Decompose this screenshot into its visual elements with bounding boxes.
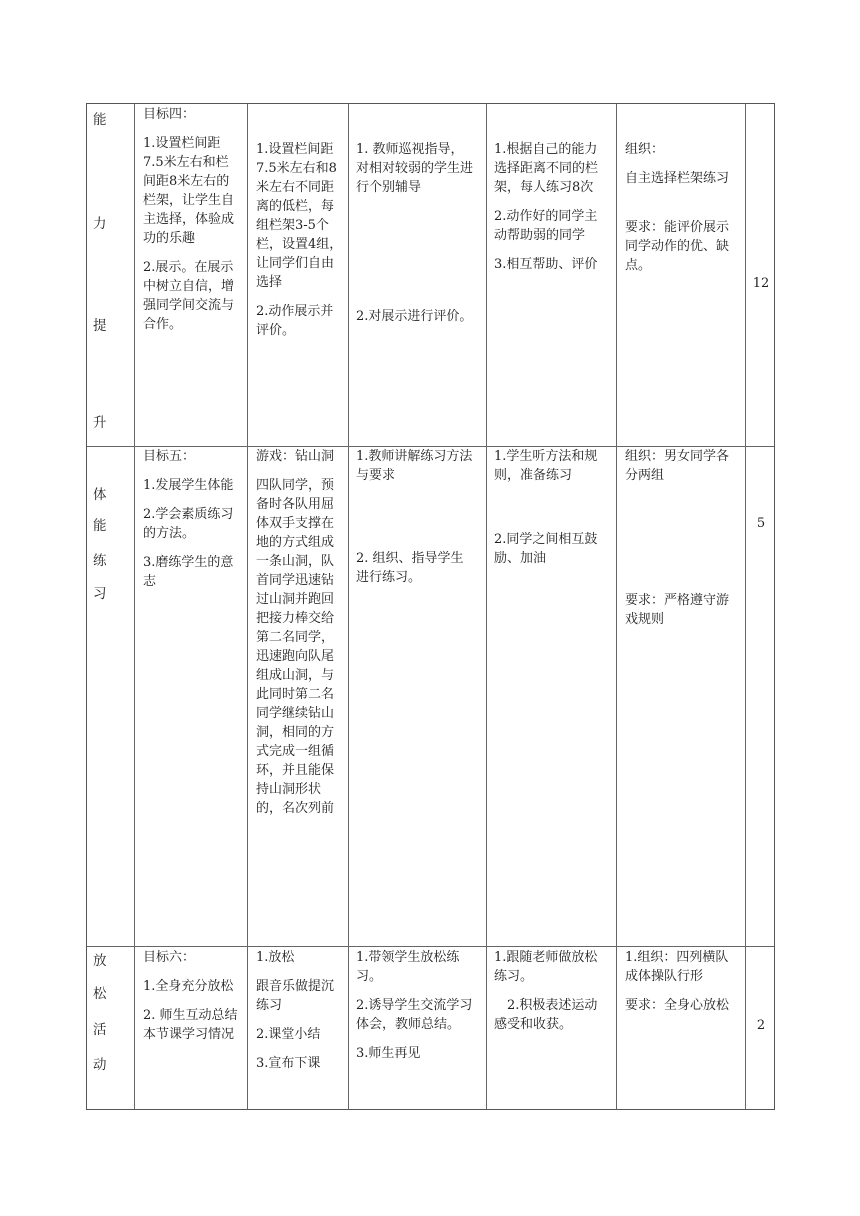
- teacher-activity-item: 2. 组织、指导学生进行练习。: [356, 551, 464, 585]
- content-item: 跟音乐做提沉练习: [256, 979, 335, 1013]
- time-minutes: 2: [756, 1018, 766, 1033]
- goal-cell: [143, 447, 241, 601]
- goal-item: 1.发展学生体能: [143, 478, 234, 493]
- organization-item: 要求：严格遵守游戏规则: [625, 593, 730, 627]
- section-label-char: 放: [93, 953, 107, 969]
- section-label-char: 能: [93, 518, 107, 534]
- student-activity-item: 1.学生听方法和规则，准备练习: [494, 449, 598, 483]
- teacher-activity-item: 1.教师讲解练习方法与要求: [356, 449, 473, 483]
- teacher-activity-item: 2.对展示进行评价。: [356, 309, 473, 324]
- student-activity-cell: [494, 140, 609, 284]
- content-item: 1.放松: [256, 950, 295, 965]
- goal-cell: [143, 105, 241, 344]
- student-activity-item: 2.同学之间相互鼓励、加油: [494, 532, 598, 566]
- column-divider: [348, 104, 349, 1109]
- lesson-plan-table: [86, 103, 775, 1110]
- section-label-char: 松: [93, 986, 107, 1002]
- organization-item: 组织：男女同学各分两组: [625, 449, 730, 483]
- teacher-activity-item: 2.诱导学生交流学习体会，教师总结。: [356, 998, 473, 1032]
- column-divider: [616, 104, 617, 1109]
- teacher-activity-cell: [356, 447, 476, 597]
- row-divider: [87, 946, 774, 947]
- organization-item: 要求：全身心放松: [625, 998, 730, 1013]
- column-divider: [247, 104, 248, 1109]
- content-item: 3.宣布下课: [256, 1056, 321, 1071]
- section-label-char: 提: [93, 318, 107, 334]
- content-item: 2.动作展示并评价。: [256, 304, 334, 338]
- section-label-char: 练: [93, 553, 107, 569]
- column-divider: [486, 104, 487, 1109]
- organization-cell: [625, 140, 737, 285]
- goal-heading: 目标六：: [143, 950, 196, 965]
- organization-item: 1.组织：四列横队成体操队行形: [625, 950, 729, 984]
- organization-item: 组织：: [625, 142, 665, 157]
- content-item: 游戏：钻山洞: [256, 449, 335, 464]
- content-item: 2.课堂小结: [256, 1027, 321, 1042]
- section-label-char: 能: [93, 112, 107, 128]
- section-label-char: 体: [93, 487, 107, 503]
- goal-item: 1.设置栏间距7.5米左右和栏间距8米左右的栏架，让学生自主选择，体验成功的乐趣: [143, 136, 235, 246]
- time-minutes: 5: [756, 516, 766, 531]
- organization-cell: [625, 447, 737, 639]
- student-activity-cell: [494, 447, 609, 578]
- content-cell: [256, 447, 344, 828]
- section-label-char: 动: [93, 1057, 107, 1073]
- organization-item: 要求：能评价展示同学动作的优、缺点。: [625, 220, 730, 273]
- content-item: 四队同学，预备时各队用屈体双手支撑在地的方式组成一条山洞，队首同学迅速钻过山洞并跑回把接力棒交给第二名同学，迅速跑向队尾组成山洞，与此同时第二名同学继续钻山洞，相同的方式完成一组循环，并且能保持山洞形状的，名次列前: [256, 478, 335, 816]
- column-divider: [134, 104, 135, 1109]
- section-label-char: 力: [93, 216, 107, 232]
- column-divider: [745, 104, 746, 1109]
- teacher-activity-cell: [356, 140, 476, 336]
- teacher-activity-item: 1.带领学生放松练习。: [356, 950, 460, 984]
- student-activity-item: 3.相互帮助、评价: [494, 257, 598, 272]
- goal-cell: [143, 948, 241, 1054]
- organization-cell: [625, 948, 737, 1025]
- content-item: 1.设置栏间距7.5米左右和8米左右不同距离的低栏，每组栏架3-5个栏，设置4组，让同学们自由选择: [256, 142, 343, 290]
- goal-item: 2. 师生互动总结本节课学习情况: [143, 1008, 238, 1042]
- goal-item: 1.全身充分放松: [143, 979, 234, 994]
- student-activity-item: 1.跟随老师做放松练习。: [494, 950, 598, 984]
- goal-heading: 目标五：: [143, 449, 196, 464]
- time-minutes: 12: [752, 276, 770, 291]
- goal-item: 3.磨练学生的意志: [143, 555, 234, 589]
- section-label-char: 活: [93, 1022, 107, 1038]
- goal-item: 2.展示。在展示中树立自信，增强同学间交流与合作。: [143, 260, 235, 332]
- student-activity-item: 1.根据自己的能力选择距离不同的栏架，每人练习8次: [494, 142, 599, 195]
- section-label-char: 习: [93, 586, 107, 602]
- organization-item: 自主选择栏架练习: [625, 171, 730, 186]
- content-cell: [256, 948, 344, 1083]
- section-label-char: 升: [93, 415, 107, 431]
- teacher-activity-item: 1. 教师巡视指导，对相对较弱的学生进行个别辅导: [356, 142, 474, 195]
- goal-heading: 目标四：: [143, 107, 196, 122]
- student-activity-cell: [494, 948, 609, 1044]
- student-activity-item: 2.动作好的同学主动帮助弱的同学: [494, 209, 598, 243]
- content-cell: [256, 140, 344, 350]
- teacher-activity-item: 3.师生再见: [356, 1046, 421, 1061]
- student-activity-item: 2.积极表述运动感受和收获。: [494, 998, 598, 1032]
- goal-item: 2.学会素质练习的方法。: [143, 507, 234, 541]
- teacher-activity-cell: [356, 948, 476, 1073]
